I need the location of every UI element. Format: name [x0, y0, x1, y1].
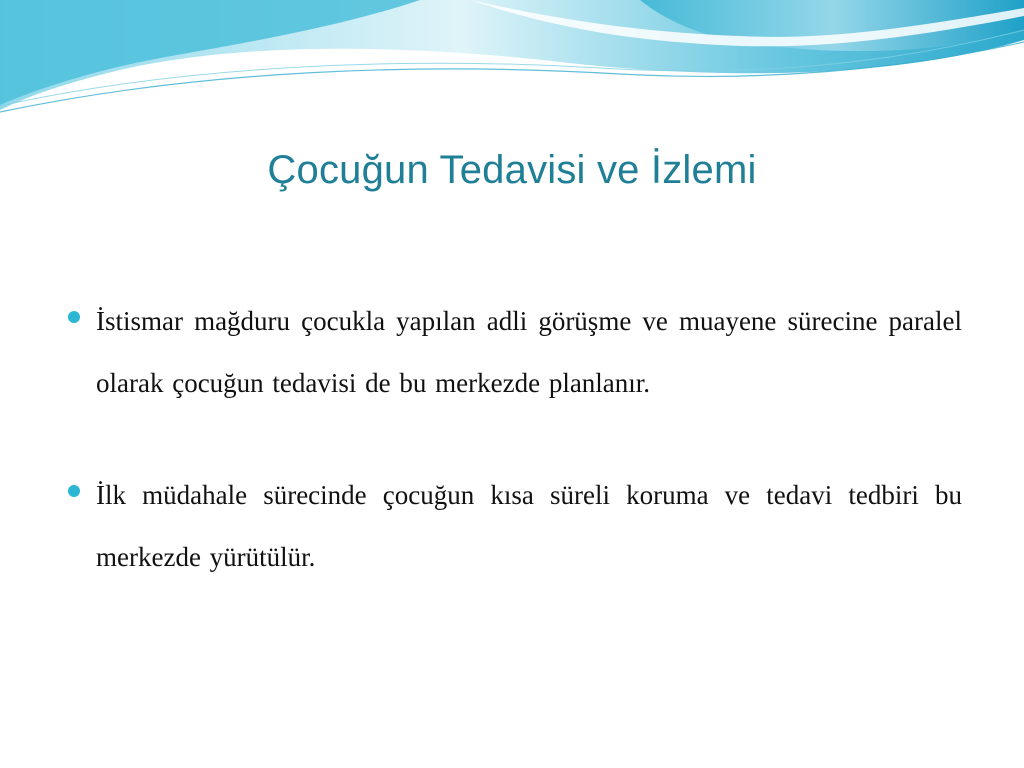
decorative-wave-header	[0, 0, 1024, 130]
bullet-dot-icon	[68, 485, 80, 497]
bullet-list	[64, 290, 962, 638]
bullet-dot-icon	[68, 311, 80, 323]
slide-title: Çocuğun Tedavisi ve İzlemi	[267, 148, 757, 192]
bullet-text-1: İstismar mağduru çocukla yapılan adli görüşme ve muayene sürecine paralel olarak çocuğun tedavisi de bu merkezde planlanır.	[96, 306, 962, 398]
bullet-item-2	[64, 464, 962, 588]
bullet-item-1	[64, 290, 962, 414]
bullet-text-2: İlk müdahale sürecinde çocuğun kısa süreli koruma ve tedavi tedbiri bu merkezde yürütülür.	[96, 480, 962, 572]
